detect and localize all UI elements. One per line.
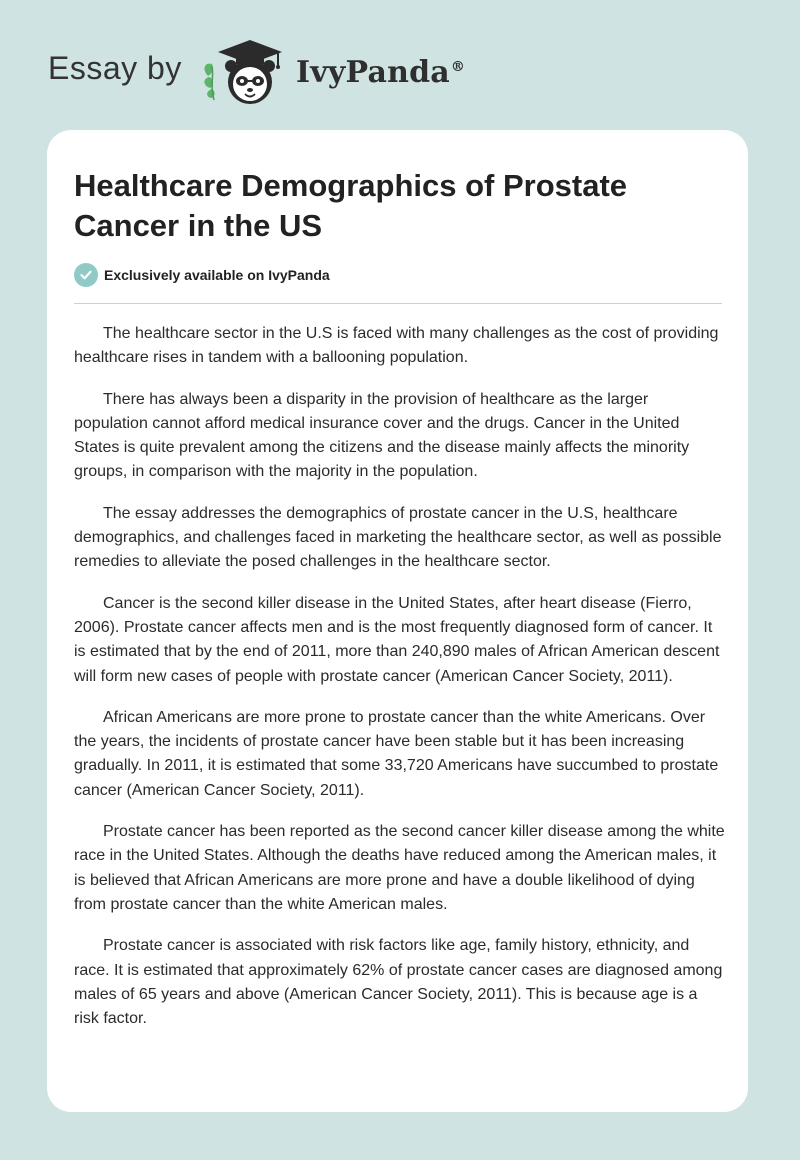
check-circle-icon [74,263,98,287]
paragraph: Prostate cancer has been reported as the second cancer killer disease among the white race in the United States. Although the deaths have reduced among the American males, it is believed that African Americans are more prone and have a double likelihood of dying from prostate cancer than the white American males. [74,823,725,913]
paragraph: Prostate cancer is associated with risk factors like age, family history, ethnicity, and race. It is estimated that approximately 62% of prostate cancer cases are diagnosed among males of 65 years and above (American Cancer Society, 2011). This is because age is a risk factor. [74,937,723,1028]
divider [74,303,722,304]
essay-card [47,130,748,1112]
paragraph: The healthcare sector in the U.S is faced with many challenges as the cost of providing healthcare rises in tandem with a ballooning population. [74,325,719,367]
exclusive-badge [74,263,330,287]
paragraph: There has always been a disparity in the provision of healthcare as the larger population cannot afford medical insurance cover and the drugs. Cancer in the United States is quite prevalent among the citizens and the disease mainly affects the minority groups, in comparison with the majority in the population. [74,390,690,481]
panda-logo-icon[interactable] [200,36,292,108]
essay-by-label: Essay by [48,50,182,86]
paragraph: African Americans are more prone to prostate cancer than the white Americans. Over the years, the incidents of prostate cancer have been stable but it has been increasing gradually. In 2011, it is estimated that some 33,720 Americans have succumbed to prostate cancer (American Cancer Society, 2011). [74,708,719,799]
paragraph: Cancer is the second killer disease in the United States, after heart disease (Fierro, 2006). Prostate cancer affects men and is the most frequently diagnosed form of cancer. It is estimated that by the end of 2011, more than 240,890 males of African American descent will form new cases of people with prostate cancer (American Cancer Society, 2011). [74,594,720,685]
badge-label: Exclusively available on IvyPanda [104,267,330,283]
essay-title: Healthcare Demographics of Prostate Cancer in the US [74,168,628,243]
site-header [0,0,800,120]
essay-body [74,322,726,1048]
brand-name[interactable] [296,55,465,90]
registered-mark: ® [450,59,466,75]
paragraph: The essay addresses the demographics of prostate cancer in the U.S, healthcare demographics, and challenges faced in marketing the healthcare sector, as well as possible remedies to alleviate the posed challenges in the healthcare sector. [74,504,722,571]
brand-name-text: IvyPanda [296,55,450,90]
